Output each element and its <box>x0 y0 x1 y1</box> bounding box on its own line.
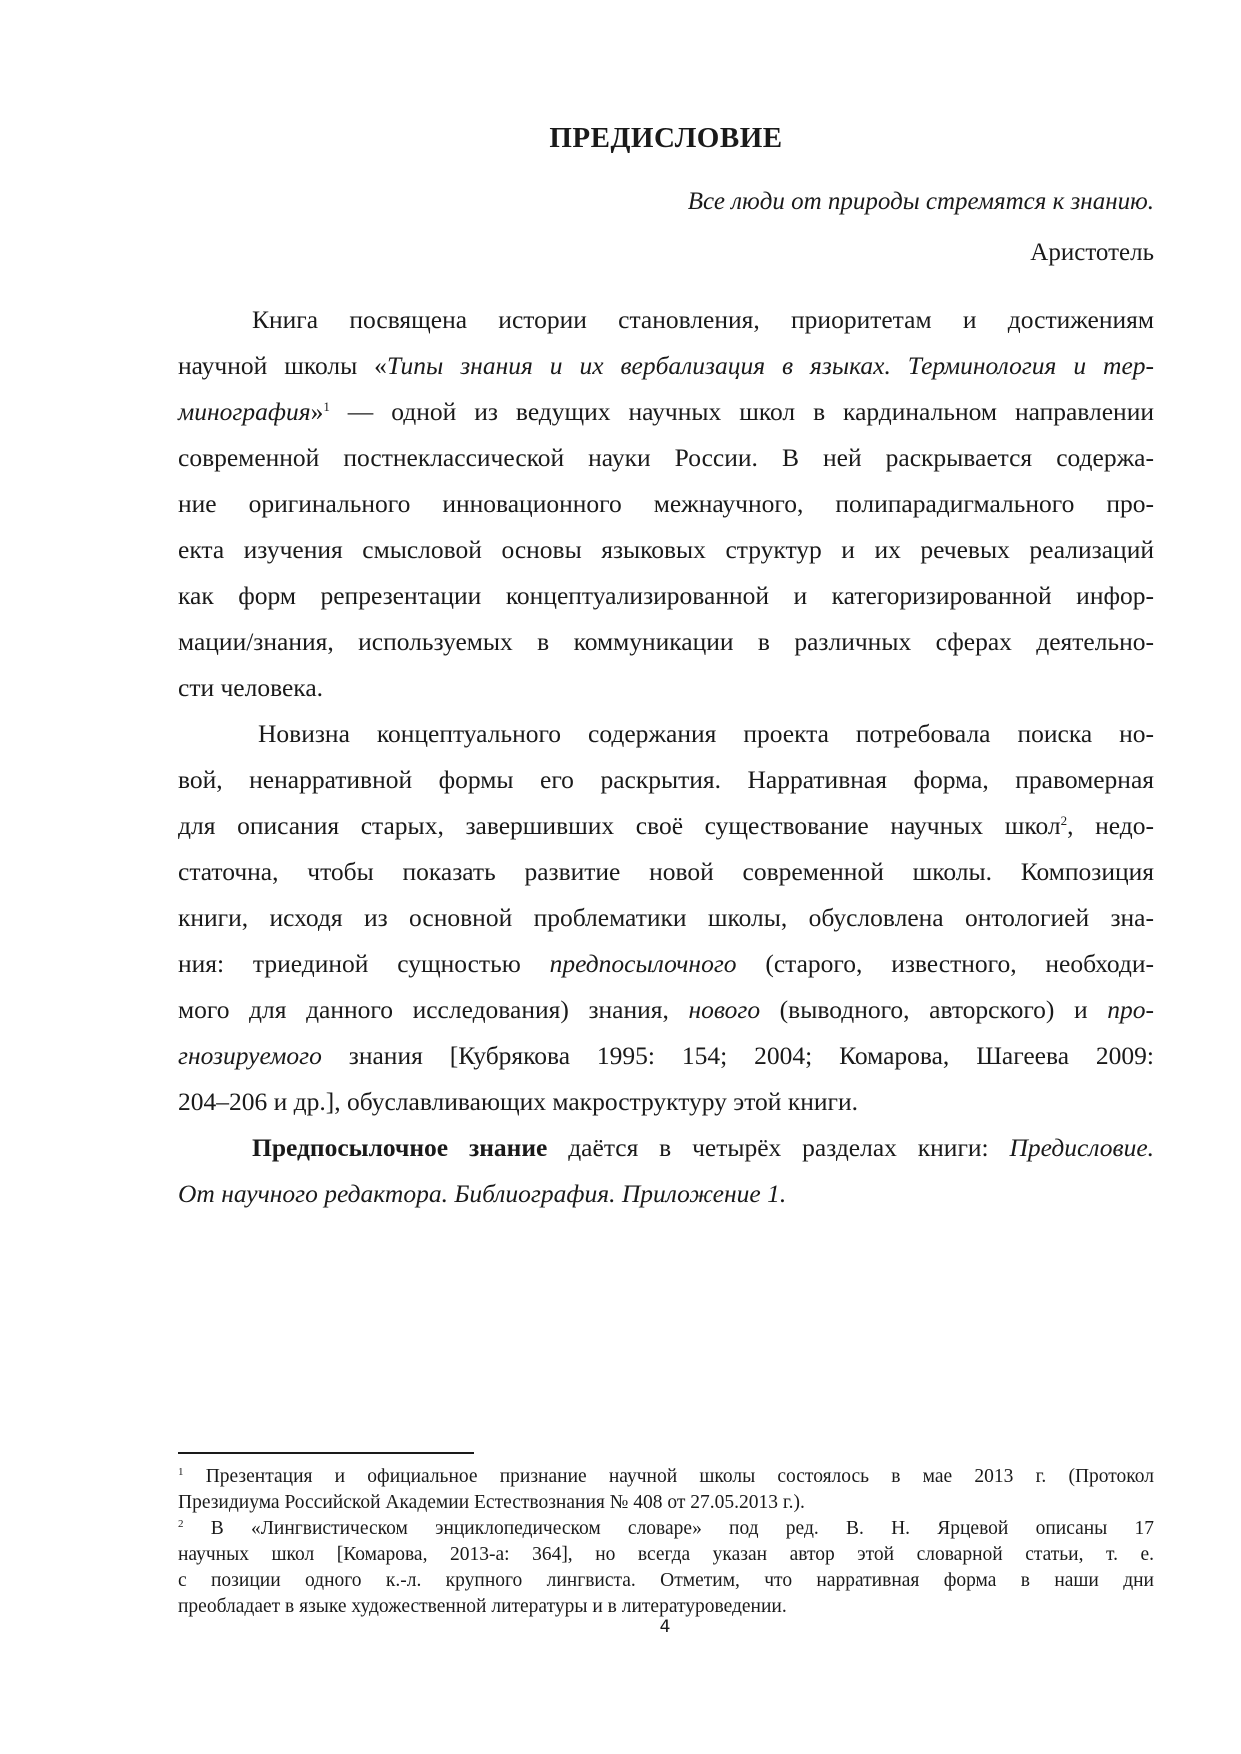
footnote-2-line: с позиции одного к.-л. крупного лингвиста. Отметим, что нарративная форма в наши дни <box>178 1570 1154 1591</box>
text-line: книги, исходя из основной проблематики школы, обусловлена онтологией зна- <box>178 903 1154 932</box>
bold-term-span: Предпосылочное знание <box>252 1133 548 1162</box>
text-span: — одной из ведущих научных школ в кардинальном направлении <box>329 397 1154 426</box>
footnote-ref-1: 1 <box>323 399 330 414</box>
text-line: екта изучения смысловой основы языковых структур и их речевых реализаций <box>178 535 1154 564</box>
text-line: мации/знания, используемых в коммуникации в различных сферах деятельно- <box>178 627 1154 656</box>
text-line <box>178 995 1154 1025</box>
footnote-ref-2: 2 <box>1060 813 1068 828</box>
text-line <box>252 1133 1154 1163</box>
text-line: 204–206 и др.], обуславливающих макроструктуру этой книги. <box>178 1087 858 1116</box>
italic-term-span: гнозируемого <box>178 1041 322 1070</box>
text-span: даётся в четырёх разделах книги: <box>547 1133 1010 1162</box>
footnote-1-line <box>178 1465 1154 1489</box>
text-line: Книга посвящена истории становления, приоритетам и достижениям <box>252 305 1154 334</box>
footnote-2-line <box>178 1517 1154 1541</box>
text-span: для описания старых, завершивших своё существование научных школ <box>178 811 1061 840</box>
footnote-1-line: Президиума Российской Академии Естествознания № 408 от 27.05.2013 г.). <box>178 1492 805 1513</box>
page-title: ПРЕДИСЛОВИЕ <box>549 122 783 154</box>
text-line: ние оригинального инновационного межнаучного, полипарадигмального про- <box>178 489 1154 518</box>
text-line: вой, ненарративной формы его раскрытия. Нарративная форма, правомерная <box>178 765 1154 794</box>
text-span: мого для данного исследования) знания, <box>178 995 689 1024</box>
epigraph-author: Аристотель <box>1030 239 1154 266</box>
text-line <box>178 397 1154 427</box>
text-line <box>178 1041 1154 1071</box>
italic-term-span: предпосылочного <box>549 949 737 978</box>
text-span: В «Лингвистическом энциклопедическом словаре» под ред. В. Н. Ярцевой описаны 17 <box>183 1518 1154 1539</box>
footnote-mark-1: 1 <box>178 1466 184 1478</box>
text-line: статочна, чтобы показать развитие новой современной школы. Композиция <box>178 857 1154 886</box>
italic-title-span: Типы знания и их вербализация в языках. Терминология и тер- <box>386 351 1155 380</box>
italic-term-span: про- <box>1107 995 1154 1024</box>
italic-term-span: нового <box>688 995 761 1024</box>
text-span: , недо- <box>1067 811 1154 840</box>
text-line: сти человека. <box>178 673 324 702</box>
text-span: научной школы « <box>178 351 387 380</box>
footnote-mark-2: 2 <box>178 1518 184 1530</box>
text-span: знания [Кубрякова 1995: 154; 2004; Комарова, Шагеева 2009: <box>321 1041 1154 1070</box>
italic-section-span: Предисловие. <box>1009 1133 1155 1162</box>
epigraph-quote: Все люди от природы стремятся к знанию. <box>687 188 1154 215</box>
text-span: » <box>310 397 324 426</box>
footnote-2-line: научных школ [Комарова, 2013-а: 364], но всегда указан автор этой словарной статьи, т. е. <box>178 1544 1154 1565</box>
footnote-separator <box>178 1452 474 1454</box>
text-span: (выводного, авторского) и <box>760 995 1108 1024</box>
text-span: (старого, известного, необходи- <box>736 949 1154 978</box>
text-line: современной постнеклассической науки России. В ней раскрывается содержа- <box>178 443 1154 472</box>
text-line: Новизна концептуального содержания проекта потребовала поиска но- <box>258 719 1154 748</box>
text-span: Презентация и официальное признание научной школы состоялось в мае 2013 г. (Протокол <box>183 1466 1154 1487</box>
italic-title-span: минография <box>178 397 311 426</box>
text-line <box>178 949 1154 979</box>
text-line: как форм репрезентации концептуализированной и категоризированной инфор- <box>178 581 1154 610</box>
text-line <box>178 351 1154 381</box>
footnote-2-line: преобладает в языке художественной литературы и в литературоведении. <box>178 1596 787 1617</box>
text-span: ния: триединой сущностью <box>178 949 550 978</box>
page-number: 4 <box>659 1617 671 1637</box>
text-line: От научного редактора. Библиография. Приложение 1. <box>178 1179 787 1208</box>
text-line <box>178 811 1154 841</box>
